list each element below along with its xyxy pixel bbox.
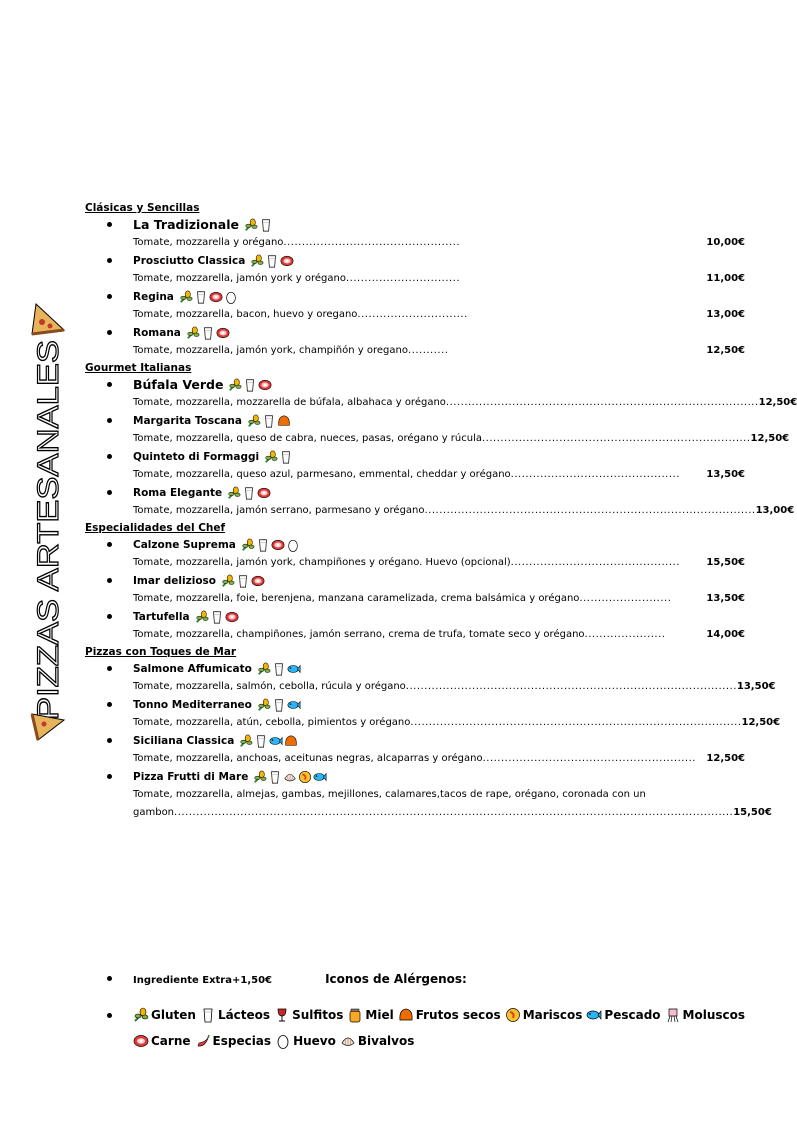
legend-label: Huevo <box>293 1034 336 1048</box>
legend-label: Carne <box>151 1034 191 1048</box>
wheat-icon <box>247 414 261 428</box>
item-name: Tartufella <box>133 611 190 623</box>
milk-icon <box>201 326 215 340</box>
legend-label: Sulfitos <box>292 1008 344 1022</box>
squid-icon <box>665 1007 681 1023</box>
legend-label: Mariscos <box>522 1008 583 1022</box>
egg-icon <box>286 538 300 552</box>
item-price: 12,50€ <box>758 397 797 408</box>
menu-item <box>85 696 781 732</box>
legend-entry-meat <box>133 1030 191 1052</box>
item-description: Tomate, mozzarella, mozzarella de búfala, albahaca y orégano <box>133 397 446 408</box>
item-description-line <box>133 342 745 360</box>
milk-icon <box>194 290 208 304</box>
item-price: 13,50€ <box>706 593 745 604</box>
allergen-icons <box>257 698 301 712</box>
legend-entry-milk <box>200 1004 270 1026</box>
item-name: Imar delizioso <box>133 575 216 587</box>
item-price: 12,50€ <box>706 345 745 356</box>
menu-item <box>85 252 745 288</box>
leader-dots: .............................. <box>357 309 468 320</box>
item-description: Tomate, mozzarella y orégano <box>133 237 284 248</box>
milk-icon <box>210 610 224 624</box>
legend-label: Frutos secos <box>415 1008 501 1022</box>
allergen-icons <box>179 290 238 304</box>
item-header <box>133 412 745 430</box>
bullet <box>107 774 112 779</box>
fish-icon <box>313 770 327 784</box>
menu-item <box>85 536 745 572</box>
leader-dots: ............................... <box>346 273 461 284</box>
bullet <box>107 738 112 743</box>
legend-label: Gluten <box>151 1008 196 1022</box>
item-header <box>133 696 745 714</box>
item-description-line <box>133 750 745 768</box>
bullet <box>107 258 112 263</box>
item-description-line <box>133 502 795 520</box>
milk-icon <box>265 254 279 268</box>
legend-entry-wheat <box>133 1004 196 1026</box>
fish-icon <box>586 1007 602 1023</box>
bullet <box>107 542 112 547</box>
bullet <box>107 976 112 981</box>
leader-dots: ................................................ <box>283 237 460 248</box>
item-name: Roma Elegante <box>133 487 223 499</box>
bullet <box>107 454 112 459</box>
allergen-icons <box>195 610 239 624</box>
menu-item <box>85 608 745 644</box>
item-description: Tomate, mozzarella, jamón york, champiñones y orégano. Huevo (opcional) <box>133 557 511 568</box>
wheat-icon <box>195 610 209 624</box>
menu-item <box>85 572 745 608</box>
item-description: Tomate, mozzarella, salmón, cebolla, rúcula y orégano <box>133 681 406 692</box>
wheat-icon <box>179 290 193 304</box>
allergen-icons <box>241 538 300 552</box>
item-name: Regina <box>133 291 174 303</box>
milk-icon <box>256 538 270 552</box>
item-header <box>133 288 745 306</box>
allergen-icons <box>264 450 293 464</box>
egg-icon <box>275 1033 291 1049</box>
milk-icon <box>200 1007 216 1023</box>
meat-icon <box>251 574 265 588</box>
clam-icon <box>283 770 297 784</box>
legend-label: Bivalvos <box>357 1034 415 1048</box>
bullet <box>107 614 112 619</box>
wheat-icon <box>228 378 242 392</box>
legend-label: Lácteos <box>217 1008 271 1022</box>
meat-icon <box>280 254 294 268</box>
item-price: 12,50€ <box>706 753 745 764</box>
legend-entry-honey <box>347 1004 393 1026</box>
meat-icon <box>271 538 285 552</box>
item-description: Tomate, mozzarella, jamón york, champiñón y oregano <box>133 345 408 356</box>
item-description: Tomate, mozzarella, champiñones, jamón serrano, crema de trufa, tomate seco y orégano <box>133 629 585 640</box>
item-description: Tomate, mozzarella, queso de cabra, nueces, pasas, orégano y rúcula <box>133 433 482 444</box>
menu-item <box>85 324 745 360</box>
fish-icon <box>287 662 301 676</box>
milk-icon <box>254 734 268 748</box>
item-description-line <box>133 270 745 288</box>
item-description-line <box>133 554 745 572</box>
item-description-line <box>133 430 790 448</box>
item-price: 13,00€ <box>755 505 795 516</box>
meat-icon <box>209 290 223 304</box>
allergen-title: Iconos de Alérgenos: <box>325 972 467 986</box>
legend-entry-pepper <box>195 1030 272 1052</box>
bullet <box>107 666 112 671</box>
fish-icon <box>287 698 301 712</box>
bullet <box>107 330 112 335</box>
leader-dots: ......................... <box>579 593 672 604</box>
allergen-icons <box>228 378 272 392</box>
extra-row <box>85 968 765 994</box>
side-title-text: PIZZAS ARTESANALES <box>32 390 65 720</box>
item-price: 13,50€ <box>706 469 745 480</box>
leader-dots: ........................................................................................................................................................ <box>174 807 734 818</box>
item-description: Tomate, mozzarella, almejas, gambas, mejillones, calamares,tacos de rape, orégano, coronada con un <box>133 789 646 800</box>
item-price: 11,00€ <box>706 273 745 284</box>
allergen-icons <box>244 218 273 232</box>
milk-icon <box>279 450 293 464</box>
allergen-icons <box>239 734 298 748</box>
pizza-slice-icon-top <box>32 304 64 334</box>
bullet <box>107 490 112 495</box>
item-name: Tonno Mediterraneo <box>133 699 252 711</box>
item-header <box>133 572 745 590</box>
item-description: Tomate, mozzarella, bacon, huevo y oregano <box>133 309 358 320</box>
honey-icon <box>347 1007 363 1023</box>
extra-ingredient: Ingrediente Extra+1,50€ <box>133 975 272 986</box>
milk-icon <box>259 218 273 232</box>
bullet <box>107 702 112 707</box>
legend-label: Moluscos <box>682 1008 746 1022</box>
bullet <box>107 1013 112 1018</box>
item-description: Tomate, mozzarella, atún, cebolla, pimientos y orégano <box>133 717 411 728</box>
item-name: La Tradizionale <box>133 217 239 232</box>
shellfish-icon <box>298 770 312 784</box>
legend-entry-squid <box>665 1004 745 1026</box>
item-description-line <box>133 804 772 822</box>
leader-dots: .......................................................................................... <box>405 681 737 692</box>
item-price: 15,50€ <box>733 807 772 818</box>
item-description-line <box>133 786 745 804</box>
legend-entry-clam <box>340 1030 415 1052</box>
item-description-line <box>133 234 745 252</box>
legend-entry-wine <box>274 1004 343 1026</box>
item-name: Romana <box>133 327 181 339</box>
item-description-line <box>133 678 776 696</box>
wheat-icon <box>250 254 264 268</box>
item-description: Tomate, mozzarella, foie, berenjena, manzana caramelizada, crema balsámica y orégano <box>133 593 580 604</box>
leader-dots: .......................................................................................... <box>410 717 742 728</box>
leader-dots: .......................................................................................... <box>424 505 756 516</box>
item-header <box>133 252 745 270</box>
leader-dots: .............................................. <box>510 557 680 568</box>
item-price: 12,50€ <box>750 433 790 444</box>
allergen-icons <box>250 254 294 268</box>
legend-label: Especias <box>212 1034 272 1048</box>
allergen-icons <box>257 662 301 676</box>
milk-icon <box>272 662 286 676</box>
nut-icon <box>398 1007 414 1023</box>
item-header <box>133 324 745 342</box>
milk-icon <box>242 486 256 500</box>
legend-entry-fish <box>586 1004 660 1026</box>
item-description: Tomate, mozzarella, jamón york y orégano <box>133 273 346 284</box>
menu-item <box>85 288 745 324</box>
pepper-icon <box>195 1033 211 1049</box>
wheat-icon <box>186 326 200 340</box>
menu-item <box>85 484 795 520</box>
wheat-icon <box>244 218 258 232</box>
wine-icon <box>274 1007 290 1023</box>
item-header <box>133 448 745 466</box>
bullet <box>107 418 112 423</box>
fish-icon <box>269 734 283 748</box>
item-description: Tomate, mozzarella, jamón serrano, parmesano y orégano <box>133 505 425 516</box>
item-name: Salmone Affumicato <box>133 663 252 675</box>
item-description-line <box>133 466 745 484</box>
item-header <box>133 660 745 678</box>
meat-icon <box>257 486 271 500</box>
bullet <box>107 382 112 387</box>
section-title: Gourmet Italianas <box>85 362 192 374</box>
item-name: Siciliana Classica <box>133 735 235 747</box>
meat-icon <box>133 1033 149 1049</box>
legend-entry-nut <box>398 1004 501 1026</box>
allergen-icons <box>227 486 271 500</box>
side-title <box>28 300 68 740</box>
menu-item <box>85 732 745 768</box>
legend-entry-egg <box>275 1030 336 1052</box>
item-header <box>133 536 745 554</box>
item-price: 10,00€ <box>706 237 745 248</box>
item-header <box>133 768 745 786</box>
item-header <box>133 732 745 750</box>
section-title: Clásicas y Sencillas <box>85 202 200 214</box>
wheat-icon <box>257 662 271 676</box>
nut-icon <box>277 414 291 428</box>
item-name: Prosciutto Classica <box>133 255 246 267</box>
item-description-line <box>133 714 781 732</box>
wheat-icon <box>221 574 235 588</box>
item-name: Búfala Verde <box>133 377 224 392</box>
item-price: 15,50€ <box>706 557 745 568</box>
milk-icon <box>243 378 257 392</box>
menu-item <box>85 216 745 252</box>
milk-icon <box>236 574 250 588</box>
legend-entry-shellfish <box>505 1004 583 1026</box>
wheat-icon <box>133 1007 149 1023</box>
wheat-icon <box>253 770 267 784</box>
item-name: Quinteto di Formaggi <box>133 451 260 463</box>
allergen-icons <box>221 574 265 588</box>
menu-item <box>85 412 790 448</box>
item-description-cont: gambon <box>133 807 175 818</box>
item-description-line <box>133 590 745 608</box>
leader-dots: ..................................................................................... <box>445 397 759 408</box>
section-title: Especialidades del Chef <box>85 522 226 534</box>
item-price: 13,00€ <box>706 309 745 320</box>
leader-dots: ........... <box>407 345 449 356</box>
nut-icon <box>284 734 298 748</box>
item-description: Tomate, mozzarella, anchoas, aceitunas negras, alcaparras y orégano <box>133 753 483 764</box>
meat-icon <box>216 326 230 340</box>
item-description-line <box>133 626 745 644</box>
leader-dots: .......................................................... <box>482 753 696 764</box>
item-description-line <box>133 306 745 324</box>
milk-icon <box>268 770 282 784</box>
leader-dots: ...................... <box>584 629 666 640</box>
item-price: 13,50€ <box>736 681 776 692</box>
allergen-icons <box>253 770 327 784</box>
meat-icon <box>258 378 272 392</box>
item-price: 14,00€ <box>706 629 745 640</box>
meat-icon <box>225 610 239 624</box>
wheat-icon <box>241 538 255 552</box>
wheat-icon <box>264 450 278 464</box>
leader-dots: .............................................. <box>510 469 680 480</box>
menu-item <box>85 448 745 484</box>
footer <box>85 968 765 1056</box>
wheat-icon <box>227 486 241 500</box>
bullet <box>107 222 112 227</box>
item-header <box>133 216 745 234</box>
milk-icon <box>272 698 286 712</box>
wheat-icon <box>257 698 271 712</box>
item-header <box>133 376 745 394</box>
legend-label: Pescado <box>604 1008 661 1022</box>
clam-icon <box>340 1033 356 1049</box>
allergen-icons <box>186 326 230 340</box>
milk-icon <box>262 414 276 428</box>
bullet <box>107 294 112 299</box>
item-header <box>133 484 745 502</box>
item-price: 12,50€ <box>741 717 781 728</box>
section-title: Pizzas con Toques de Mar <box>85 646 237 658</box>
bullet <box>107 578 112 583</box>
item-name: Margarita Toscana <box>133 415 242 427</box>
item-description-line <box>133 394 797 412</box>
allergen-icons <box>247 414 291 428</box>
shellfish-icon <box>505 1007 521 1023</box>
wheat-icon <box>239 734 253 748</box>
item-header <box>133 608 745 626</box>
menu-item <box>85 768 772 822</box>
allergen-legend <box>85 1004 753 1056</box>
item-name: Calzone Suprema <box>133 539 236 551</box>
item-description: Tomate, mozzarella, queso azul, parmesano, emmental, cheddar y orégano <box>133 469 511 480</box>
item-name: Pizza Frutti di Mare <box>133 771 249 783</box>
menu-item <box>85 376 797 412</box>
legend-label: Miel <box>365 1008 394 1022</box>
menu-item <box>85 660 776 696</box>
menu <box>85 200 797 822</box>
leader-dots: ......................................................................... <box>481 433 751 444</box>
egg-icon <box>224 290 238 304</box>
